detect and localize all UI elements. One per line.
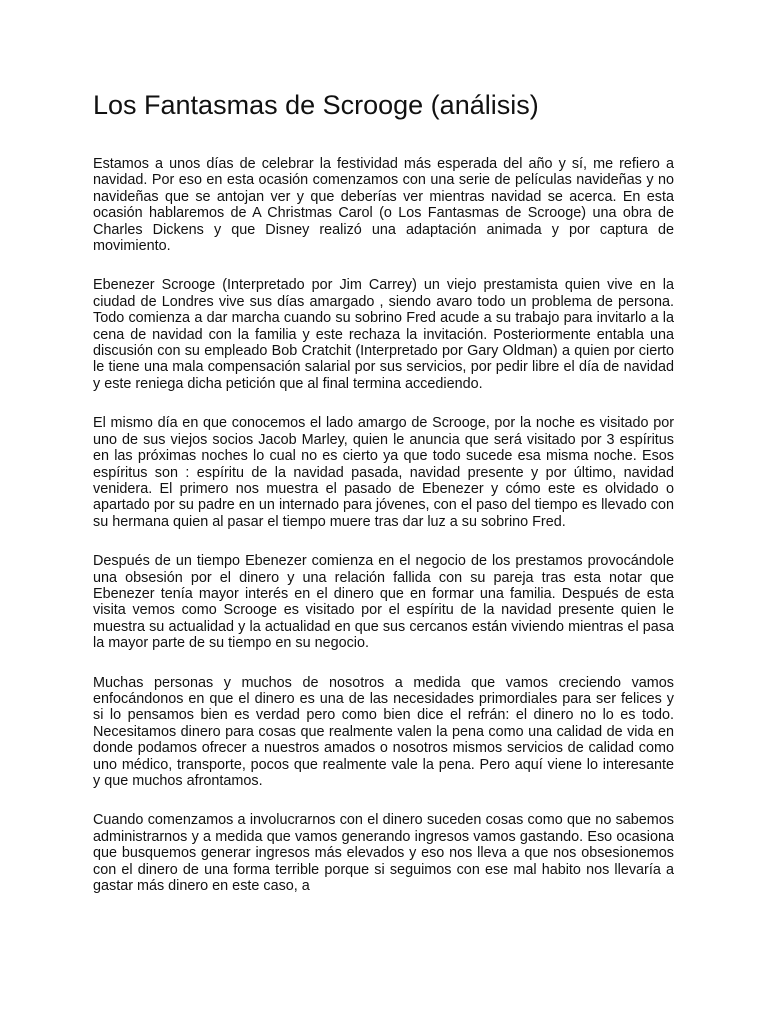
paragraph-intro: Estamos a unos días de celebrar la festividad más esperada del año y sí, me refiero a navidad. Por eso en esta ocasión comenzamos con una serie de películas navideñas y no navideñas que se antojan ver y que deberías ver mientras navidad se acerca. En esta ocasión hablaremos de A Christmas Carol (o Los Fantasmas de Scrooge) una obra de Charles Dickens y que Disney realizó una adaptación animada y por captura de movimiento.	[93, 156, 674, 255]
paragraph-ebenezer-scrooge: Ebenezer Scrooge (Interpretado por Jim Carrey) un viejo prestamista quien vive en la ciudad de Londres vive sus días amargado , siendo avaro todo un problema de persona. Todo comienza a dar marcha cuando su sobrino Fred acude a su trabajo para invitarlo a la cena de navidad con la familia y este rechaza la invitación. Posteriormente entabla una discusión con su empleado Bob Cratchit (Interpretado por Gary Oldman) a quien por cierto le tiene una mala compensación salarial por sus servicios, por pedir libre el día de navidad y este reniega dicha petición que al final termina accediendo.	[93, 277, 674, 392]
document-title: Los Fantasmas de Scrooge (análisis)	[93, 90, 539, 120]
paragraph-money-reflection: Muchas personas y muchos de nosotros a medida que vamos creciendo vamos enfocándonos en que el dinero es una de las necesidades primordiales para ser felices y si lo pensamos bien es verdad pero como bien dice el refrán: el dinero no lo es todo. Necesitamos dinero para cosas que realmente valen la pena como una calidad de vida en donde podamos ofrecer a nuestros amados o nosotros mismos servicios de calidad como uno médico, transporte, pocos que realmente vale la pena. Pero aquí viene lo interesante y que muchos afrontamos.	[93, 674, 674, 789]
paragraph-money-management: Cuando comenzamos a involucrarnos con el dinero suceden cosas como que no sabemos administrarnos y a medida que vamos generando ingresos vamos gastando. Eso ocasiona que busquemos generar ingresos más elevados y eso nos lleva a que nos obsesionemos con el dinero de una forma terrible porque si seguimos con ese mal habito nos llevaría a gastar más dinero en este caso, a	[93, 812, 674, 895]
paragraph-money-obsession: Después de un tiempo Ebenezer comienza en el negocio de los prestamos provocándole una obsesión por el dinero y una relación fallida con su pareja tras esta notar que Ebenezer tenía mayor interés en el dinero que en formar una familia. Después de esta visita vemos como Scrooge es visitado por el espíritu de la navidad presente quien le muestra su actualidad y la actualidad en que sus cercanos están viviendo mientras el pasa la mayor parte de su tiempo en su negocio.	[93, 553, 674, 652]
paragraph-three-spirits: El mismo día en que conocemos el lado amargo de Scrooge, por la noche es visitado por uno de sus viejos socios Jacob Marley, quien le anuncia que será visitado por 3 espíritus en las próximas noches lo cual no es cierto ya que todo sucede esa misma noche. Esos espíritus son : espíritu de la navidad pasada, navidad presente y por último, navidad venidera. El primero nos muestra el pasado de Ebenezer y cómo este es olvidado o apartado por su padre en un internado para jóvenes, con el paso del tiempo es llevado con su hermana quien al pasar el tiempo muere tras dar luz a su sobrino Fred.	[93, 415, 674, 530]
